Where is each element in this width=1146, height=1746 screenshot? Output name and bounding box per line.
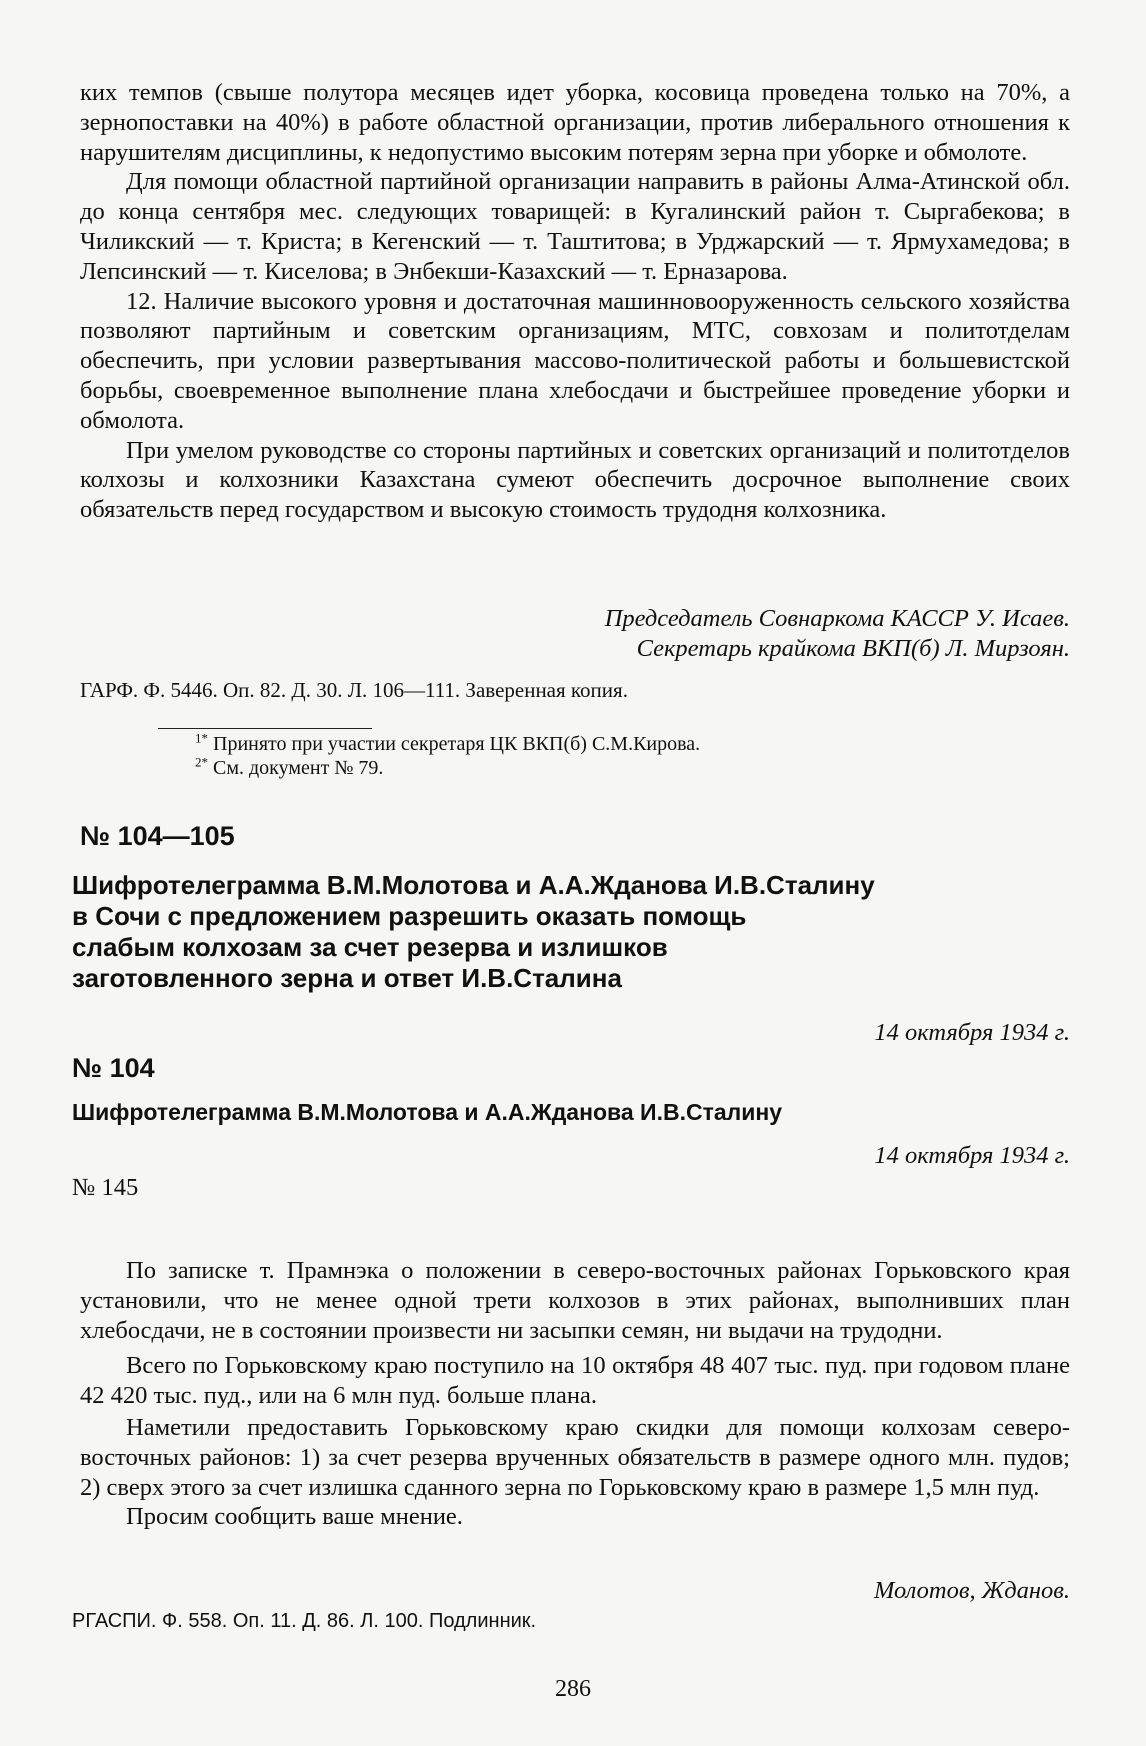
document-number: № 104—105 bbox=[80, 821, 235, 851]
sub-document-date: 14 октября 1934 г. bbox=[874, 1142, 1070, 1169]
footnote-2-mark: 2* bbox=[195, 754, 208, 770]
paragraph-conclusion: При умелом руководстве со стороны партийных и советских организаций и политотделов колхозы и колхозники Казахстана сумеют обеспечить досрочное выполнение своих обязательств перед государством и высокую стоимость трудодня колхозника. bbox=[80, 436, 1070, 524]
footnote-divider bbox=[158, 728, 372, 729]
telegram-paragraph-4: Просим сообщить ваше мнение. bbox=[126, 1503, 463, 1531]
archive-source-rgaspi: РГАСПИ. Ф. 558. Оп. 11. Д. 86. Л. 100. Подлинник. bbox=[72, 1610, 537, 1632]
document-date: 14 октября 1934 г. bbox=[874, 1019, 1070, 1046]
paragraph-assignment: Для помощи областной партийной организации направить в районы Алма-Атинской обл. до конца сентября мес. следующих товарищей: в Кугалинский район т. Сыргабекова; в Чиликский — т. Криста; в Кегенский — т. Таштитова; в Урджарский — т. Ярмухамедова; в Лепсинский — т. Киселова; в Энбекши-Казахский — т. Ерназарова. bbox=[80, 168, 1070, 285]
sub-document-title: Шифротелеграмма В.М.Молотова и А.А.Жданова И.В.Сталину bbox=[72, 1099, 783, 1125]
telegram-paragraph-1: По записке т. Прамнэка о положении в северо-восточных районах Горьковского края установили, что не менее одной трети колхозов в этих районах, выполнивших план хлебосдачи, не в состоянии произвести ни засыпки семян, ни выдачи на трудодни. bbox=[80, 1257, 1070, 1344]
document-title-line-4: заготовленного зерна и ответ И.В.Сталина bbox=[72, 963, 622, 993]
telegram-body bbox=[80, 1256, 1070, 1532]
footnote-1 bbox=[195, 732, 1045, 756]
document-title-line-3: слабым колхозам за счет резерва и излишков bbox=[72, 932, 668, 962]
signature-mirzoyan: Секретарь крайкома ВКП(б) Л. Мирзоян. bbox=[636, 635, 1070, 662]
footnote-2-text: См. документ № 79. bbox=[213, 757, 384, 779]
signature-isaev: Председатель Совнаркома КАССР У. Исаев. bbox=[604, 605, 1070, 632]
telegram-signature: Молотов, Жданов. bbox=[873, 1577, 1070, 1604]
telegram-ref-number: № 145 bbox=[72, 1174, 139, 1201]
telegram-paragraph-2: Всего по Горьковскому краю поступило на 10 октября 48 407 тыс. пуд. при годовом плане 42 420 тыс. пуд., или на 6 млн пуд. больше плана. bbox=[80, 1352, 1070, 1410]
prev-document-body bbox=[80, 78, 1070, 525]
archive-source-garf: ГАРФ. Ф. 5446. Оп. 82. Д. 30. Л. 106—111. Заверенная копия. bbox=[80, 678, 628, 702]
footnote-1-mark: 1* bbox=[195, 730, 208, 746]
paragraph-point-12: 12. Наличие высокого уровня и достаточная машинновооруженность сельского хозяйства позволяют партийным и советским организациям, МТС, совхозам и политотделам обеспечить, при условии развертывания массово-политической работы и большевистской борьбы, своевременное выполнение плана хлебосдачи и быстрейшее проведение уборки и обмолота. bbox=[80, 287, 1070, 434]
document-title bbox=[72, 870, 1082, 994]
paragraph-continuation: ких темпов (свыше полутора месяцев идет уборка, косовица проведена только на 70%, а зернопоставки на 40%) в работе областной организации, против либерального отношения к нарушителям дисциплины, к недопустимо высоким потерям зерна при уборке и обмолоте. bbox=[80, 79, 1070, 166]
document-title-line-2: в Сочи с предложением разрешить оказать помощь bbox=[72, 901, 747, 931]
telegram-paragraph-3: Наметили предоставить Горьковскому краю скидки для помощи колхозам северо-восточных районов: 1) за счет резерва врученных обязательств в размере одного млн. пудов; 2) сверх этого за счет излишка сданного зерна по Горьковскому краю в размере 1,5 млн пуд. bbox=[80, 1413, 1070, 1501]
footnote-1-text: Принято при участии секретаря ЦК ВКП(б) С.М.Кирова. bbox=[213, 733, 701, 755]
document-title-line-1: Шифротелеграмма В.М.Молотова и А.А.Жданова И.В.Сталину bbox=[72, 870, 875, 900]
page-number: 286 bbox=[555, 1676, 591, 1702]
footnote-2 bbox=[195, 756, 1045, 780]
sub-document-number: № 104 bbox=[72, 1053, 155, 1083]
